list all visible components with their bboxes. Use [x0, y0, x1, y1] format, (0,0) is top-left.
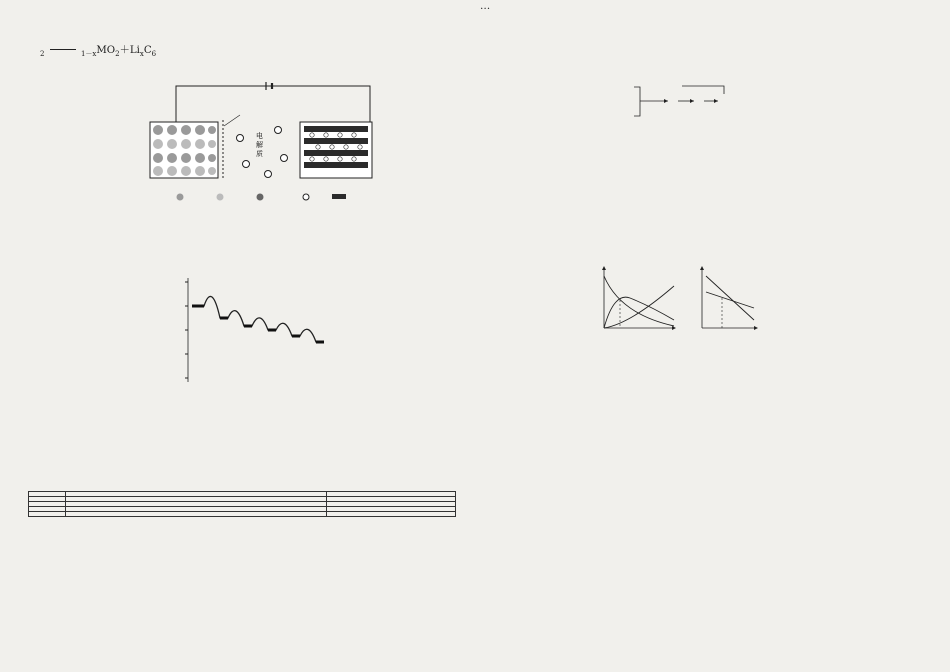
q13a-curve-x [604, 276, 674, 326]
q10-state-levels [192, 306, 324, 342]
q9-legend [177, 194, 347, 201]
table-row [29, 512, 456, 517]
q13a-curve-z [604, 286, 674, 328]
q10-energy-curve [192, 296, 324, 342]
q13b-line-r2 [706, 292, 754, 308]
q13b-line-r1 [706, 276, 754, 320]
q9-equation: $_2$ $_{1-x}MO_2+Li_xC_6$ [40, 45, 157, 59]
right-page: … [480, 0, 890, 15]
q11-table [28, 491, 456, 517]
q10-energy-profile [148, 272, 358, 434]
q13-figure-b [692, 262, 762, 342]
question-11 [28, 488, 458, 517]
q9-battery-diagram [128, 82, 418, 206]
q12-conversion-diagram [620, 78, 730, 124]
q9-electrolyte-label: 电解质 [256, 132, 263, 158]
q13-figure-a [590, 262, 680, 342]
question-9 [28, 42, 458, 59]
question-14 [480, 412, 890, 429]
q14-stem-line2 [480, 414, 890, 429]
